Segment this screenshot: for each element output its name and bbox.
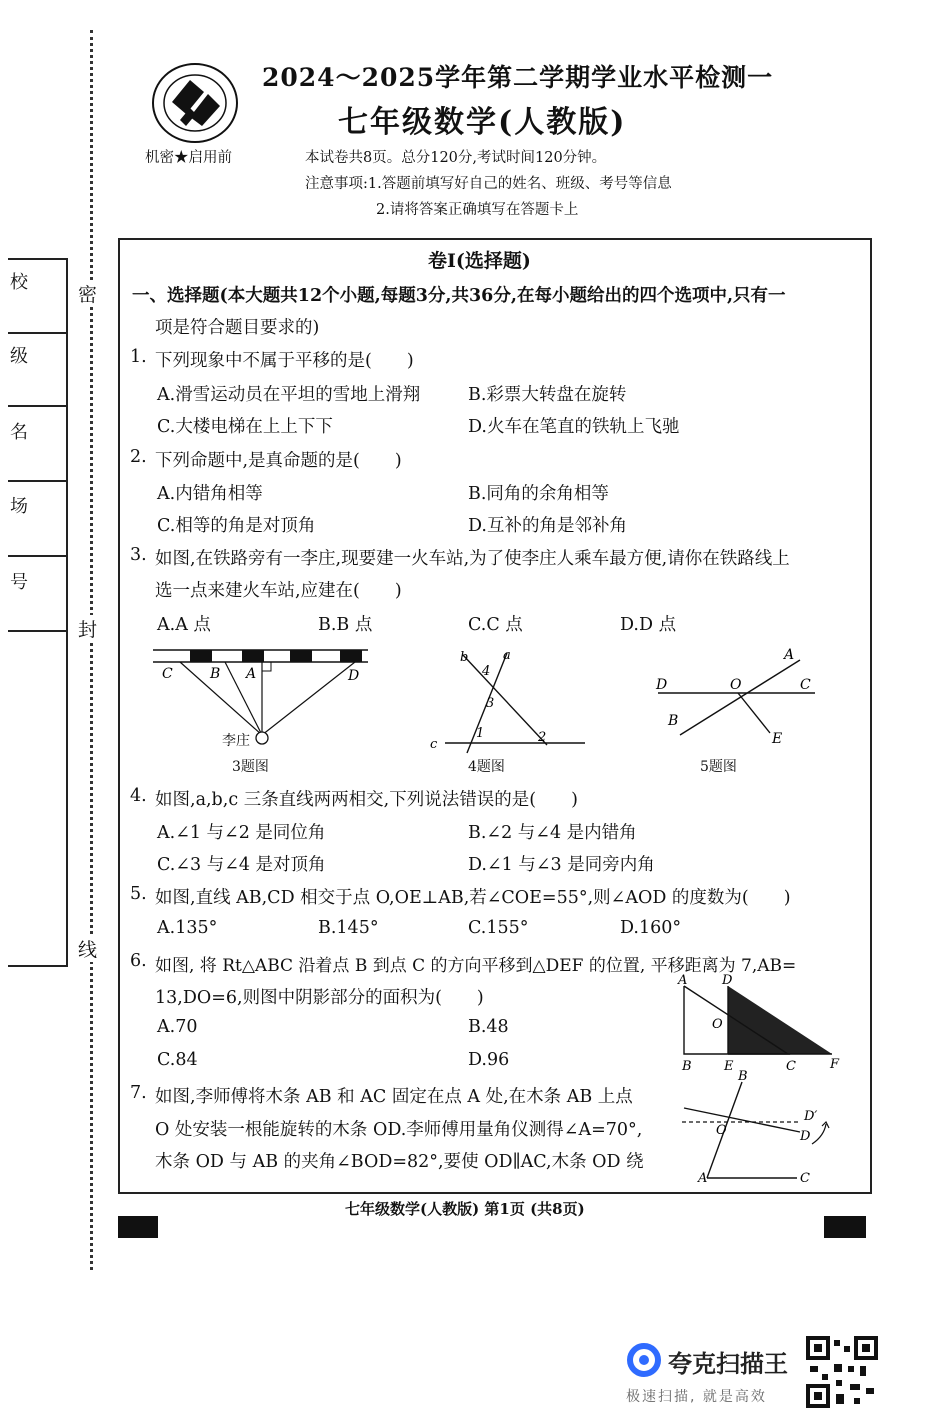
fig7-label-d-prime: D′ bbox=[804, 1109, 818, 1124]
fig5-label-e: E bbox=[772, 731, 783, 747]
q6-stem-1: 如图, 将 Rt△ABC 沿着点 B 到点 C 的方向平移到△DEF 的位置, 平移距离为 7,AB= bbox=[155, 956, 797, 976]
fig6-label-b: B bbox=[682, 1059, 692, 1074]
qr-code bbox=[806, 1336, 878, 1408]
q6-stem-2: 13,DO=6,则图中阴影部分的面积为( ) bbox=[155, 988, 484, 1008]
field-class: 级 bbox=[10, 346, 28, 367]
q7-stem-3: 木条 OD 与 AB 的夹角∠BOD=82°,要使 OD∥AC,木条 OD 绕 bbox=[155, 1152, 644, 1172]
q6-option-c: C.84 bbox=[157, 1050, 198, 1070]
corner-mark-right bbox=[824, 1216, 866, 1238]
q7-stem-1: 如图,李师傅将木条 AB 和 AC 固定在点 A 处,在木条 AB 上点 bbox=[155, 1087, 633, 1107]
q6-option-a: A.70 bbox=[157, 1017, 198, 1037]
fig4-angle-3: 3 bbox=[486, 696, 495, 711]
q4-option-a: A.∠1 与∠2 是同位角 bbox=[157, 823, 326, 843]
fig3-village: 李庄 bbox=[222, 733, 250, 749]
q4-stem: 如图,a,b,c 三条直线两两相交,下列说法错误的是( ) bbox=[155, 790, 578, 810]
field-name: 名 bbox=[10, 422, 28, 443]
fig4-angle-4: 4 bbox=[482, 664, 491, 679]
q4-number: 4. bbox=[130, 786, 147, 806]
fig3-caption: 3题图 bbox=[232, 759, 269, 775]
fig4-label-a: a bbox=[503, 648, 511, 663]
q3-stem-1: 如图,在铁路旁有一李庄,现要建一火车站,为了使李庄人乘车最方便,请你在铁路线上 bbox=[155, 549, 790, 569]
fig5-label-c: C bbox=[800, 677, 811, 693]
fig4-label-b: b bbox=[460, 650, 469, 665]
fig7-label-d: D bbox=[800, 1129, 811, 1144]
q4-option-d: D.∠1 与∠3 是同旁内角 bbox=[468, 855, 655, 875]
binding-dotted-line bbox=[90, 30, 93, 1270]
q3-number: 3. bbox=[130, 545, 147, 565]
q5-option-c: C.155° bbox=[468, 918, 529, 938]
q1-number: 1. bbox=[130, 347, 147, 367]
fig4-angle-1: 1 bbox=[476, 726, 485, 741]
q5-option-b: B.145° bbox=[318, 918, 379, 938]
figure-6 bbox=[672, 972, 852, 1077]
section-intro-1: 一、选择题(本大题共12个小题,每题3分,共36分,在每小题给出的四个选项中,只有一 bbox=[132, 286, 786, 306]
q1-option-a: A.滑雪运动员在平坦的雪地上滑翔 bbox=[157, 385, 421, 405]
fig3-label-c: C bbox=[162, 666, 173, 682]
q7-stem-2: O 处安装一根能旋转的木条 OD.李师傅用量角仪测得∠A=70°, bbox=[155, 1120, 643, 1140]
fig5-label-a: A bbox=[784, 647, 795, 663]
q2-option-d: D.互补的角是邻补角 bbox=[468, 516, 627, 536]
confidential-mark: 机密★启用前 bbox=[145, 150, 232, 166]
fig5-caption: 5题图 bbox=[700, 759, 737, 775]
fig7-label-c: C bbox=[800, 1171, 810, 1186]
exam-subject: 七年级数学(人教版) bbox=[338, 105, 627, 140]
q3-option-c: C.C 点 bbox=[468, 615, 523, 635]
q6-option-d: D.96 bbox=[468, 1050, 510, 1070]
q3-option-d: D.D 点 bbox=[620, 615, 677, 635]
figure-7 bbox=[672, 1068, 842, 1186]
field-number: 号 bbox=[10, 572, 28, 593]
fig6-label-o: O bbox=[712, 1017, 723, 1032]
q1-option-d: D.火车在笔直的铁轨上飞驰 bbox=[468, 417, 680, 437]
q1-option-c: C.大楼电梯在上上下下 bbox=[157, 417, 333, 437]
fig4-caption: 4题图 bbox=[468, 759, 505, 775]
q1-stem: 下列现象中不属于平移的是( ) bbox=[155, 351, 414, 371]
fig7-label-b: B bbox=[738, 1069, 748, 1084]
fig6-label-c: C bbox=[786, 1059, 796, 1074]
fig4-angle-2: 2 bbox=[538, 730, 547, 745]
fig5-label-o: O bbox=[730, 677, 742, 693]
q3-stem-2: 选一点来建火车站,应建在( ) bbox=[155, 581, 402, 601]
q5-option-d: D.160° bbox=[620, 918, 682, 938]
page-footer: 七年级数学(人教版) 第1页 (共8页) bbox=[345, 1200, 585, 1218]
figure-4 bbox=[425, 645, 590, 755]
fig5-label-b: B bbox=[668, 713, 679, 729]
notice-line-2: 2.请将答案正确填写在答题卡上 bbox=[376, 202, 579, 218]
scanner-logo-icon bbox=[626, 1342, 662, 1378]
q3-option-b: B.B 点 bbox=[318, 615, 373, 635]
fig6-label-f: F bbox=[830, 1057, 840, 1072]
q5-stem: 如图,直线 AB,CD 相交于点 O,OE⊥AB,若∠COE=55°,则∠AOD 的度数为( ) bbox=[155, 888, 791, 908]
q5-number: 5. bbox=[130, 884, 147, 904]
q4-option-b: B.∠2 与∠4 是内错角 bbox=[468, 823, 637, 843]
fig4-label-c: c bbox=[430, 737, 438, 752]
corner-mark-left bbox=[118, 1216, 158, 1238]
notice-line-1: 注意事项:1.答题前填写好自己的姓名、班级、考号等信息 bbox=[305, 176, 672, 192]
school-logo bbox=[150, 62, 240, 144]
q2-option-b: B.同角的余角相等 bbox=[468, 484, 609, 504]
fig5-label-d: D bbox=[656, 677, 668, 693]
seal-word-mi: 密 bbox=[78, 280, 97, 307]
q3-option-a: A.A 点 bbox=[157, 615, 211, 635]
figure-3 bbox=[150, 640, 375, 755]
exam-title: 2024～2025学年第二学期学业水平检测一 bbox=[262, 63, 774, 92]
q7-number: 7. bbox=[130, 1083, 147, 1103]
fig3-label-a: A bbox=[246, 666, 257, 682]
scanner-slogan: 极速扫描, 就是高效 bbox=[626, 1389, 767, 1405]
fig3-label-b: B bbox=[210, 666, 221, 682]
fig7-label-o: O bbox=[716, 1123, 727, 1138]
q1-option-b: B.彩票大转盘在旋转 bbox=[468, 385, 627, 405]
exam-info: 本试卷共8页。总分120分,考试时间120分钟。 bbox=[305, 150, 607, 166]
fig3-label-d: D bbox=[348, 668, 360, 684]
field-school: 校 bbox=[10, 272, 28, 293]
q6-number: 6. bbox=[130, 951, 147, 971]
q2-option-c: C.相等的角是对顶角 bbox=[157, 516, 316, 536]
q2-option-a: A.内错角相等 bbox=[157, 484, 263, 504]
section-title: 卷Ⅰ(选择题) bbox=[428, 250, 531, 272]
q6-option-b: B.48 bbox=[468, 1017, 509, 1037]
scanner-brand: 夸克扫描王 bbox=[668, 1350, 788, 1378]
q5-option-a: A.135° bbox=[157, 918, 218, 938]
fig6-label-a: A bbox=[678, 973, 688, 988]
field-room: 场 bbox=[10, 496, 28, 517]
q2-stem: 下列命题中,是真命题的是( ) bbox=[155, 451, 402, 471]
section-intro-2: 项是符合题目要求的) bbox=[155, 318, 320, 338]
seal-word-feng: 封 bbox=[78, 615, 97, 642]
fig6-label-e: E bbox=[724, 1059, 734, 1074]
fig6-label-d: D bbox=[722, 973, 733, 988]
seal-word-xian: 线 bbox=[78, 935, 97, 962]
fig7-label-a: A bbox=[698, 1171, 708, 1186]
q2-number: 2. bbox=[130, 447, 147, 467]
q4-option-c: C.∠3 与∠4 是对顶角 bbox=[157, 855, 326, 875]
figure-5 bbox=[650, 645, 825, 750]
